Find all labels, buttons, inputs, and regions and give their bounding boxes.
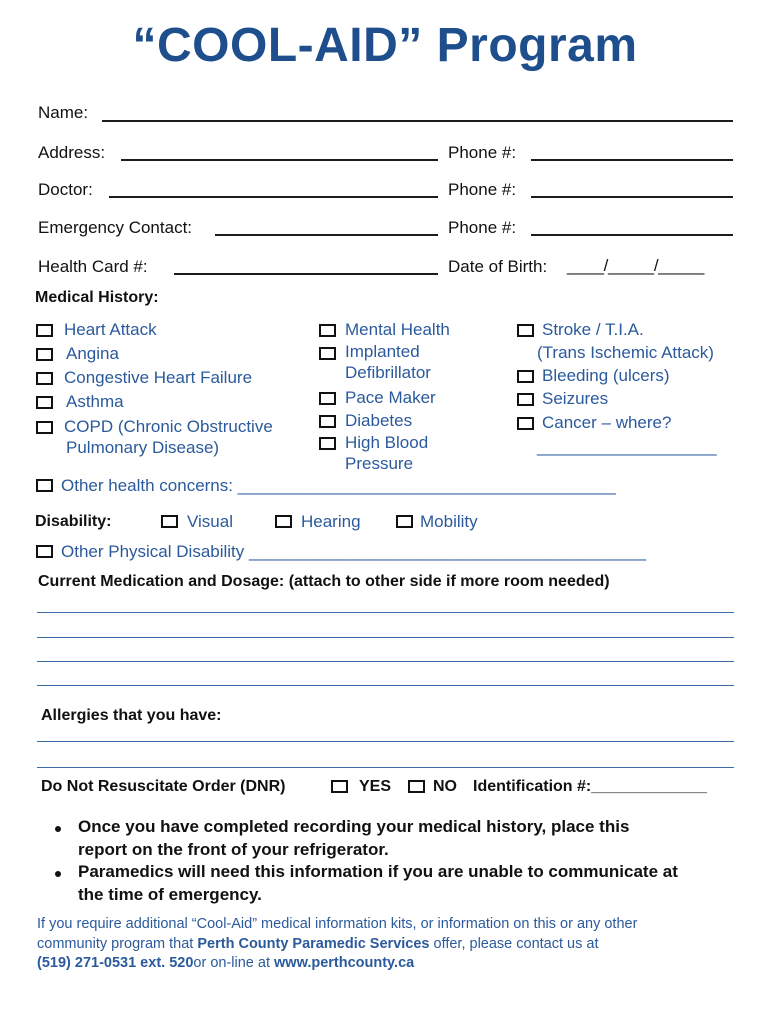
pace-maker-label: Pace Maker: [345, 388, 436, 407]
angina-label: Angina: [66, 344, 119, 363]
implanted-defibrillator-label: Implanted: [345, 342, 420, 361]
dnr-yes-label: YES: [359, 778, 392, 795]
other-health-concerns-label[interactable]: Other health concerns: ________________________________________: [61, 476, 616, 495]
mental-health-label: Mental Health: [345, 320, 450, 339]
diabetes-checkbox[interactable]: [319, 415, 336, 428]
name-label: Name:: [38, 103, 89, 122]
instruction-line: Once you have completed recording your medical history, place this: [78, 817, 630, 836]
dnr-yes-checkbox[interactable]: [331, 780, 348, 793]
high-blood-pressure-label: High Blood: [345, 433, 429, 452]
visual-label: Visual: [187, 512, 233, 531]
address-label: Address:: [38, 143, 106, 162]
instruction-item: [78, 816, 629, 861]
mobility-checkbox[interactable]: [396, 515, 413, 528]
page-title: “COOL-AID” Program: [132, 19, 638, 72]
cancer-label: Cancer – where?: [542, 413, 672, 432]
footer-line-1: If you require additional “Cool-Aid” medical information kits, or information on this or any other: [37, 916, 638, 932]
bleeding-checkbox[interactable]: [517, 370, 534, 383]
stroke-tia-label-line2: (Trans Ischemic Attack): [537, 343, 714, 362]
phone-field[interactable]: [531, 159, 733, 161]
address-field[interactable]: [121, 159, 438, 161]
website-link[interactable]: www.perthcounty.ca: [274, 955, 415, 971]
disability-heading: Disability:: [35, 513, 112, 530]
cancer-checkbox[interactable]: [517, 417, 534, 430]
implanted-defibrillator-label-line2: Defibrillator: [345, 363, 431, 382]
instruction-item: [78, 861, 678, 906]
other-physical-disability-label[interactable]: Other Physical Disability __________________________________________: [61, 542, 647, 561]
hearing-label: Hearing: [301, 512, 361, 531]
medication-line[interactable]: [37, 612, 734, 613]
phone-label: Phone #:: [448, 143, 517, 162]
stroke-tia-label: Stroke / T.I.A.: [542, 320, 644, 339]
implanted-defibrillator-checkbox[interactable]: [319, 347, 336, 360]
medication-line[interactable]: [37, 637, 734, 638]
stroke-tia-checkbox[interactable]: [517, 324, 534, 337]
footer-info: [37, 915, 637, 974]
chf-label: Congestive Heart Failure: [64, 368, 253, 387]
emergency-phone-field[interactable]: [531, 234, 733, 236]
high-blood-pressure-checkbox[interactable]: [319, 437, 336, 450]
other-health-concerns-checkbox[interactable]: [36, 479, 53, 492]
pace-maker-checkbox[interactable]: [319, 392, 336, 405]
name-field[interactable]: [102, 120, 733, 122]
instruction-line: report on the front of your refrigerator.: [78, 839, 389, 859]
footer-text: offer, please contact us at: [429, 935, 599, 952]
contact-phone: (519) 271-0531 ext. 520: [37, 955, 194, 971]
emergency-phone-label: Phone #:: [448, 218, 517, 237]
date-of-birth-label: Date of Birth:: [448, 257, 548, 276]
emergency-contact-label: Emergency Contact:: [38, 218, 193, 237]
medication-line[interactable]: [37, 685, 734, 686]
allergies-line[interactable]: [37, 767, 734, 768]
medication-heading: Current Medication and Dosage: (attach to other side if more room needed): [38, 573, 610, 590]
dnr-no-checkbox[interactable]: [408, 780, 425, 793]
cancer-where-field[interactable]: ___________________: [537, 437, 717, 456]
chf-checkbox[interactable]: [36, 372, 53, 385]
copd-label-line2: Pulmonary Disease): [66, 438, 220, 457]
asthma-label: Asthma: [66, 392, 124, 411]
date-of-birth-field[interactable]: ____/_____/_____: [567, 256, 705, 275]
dnr-no-label: NO: [433, 778, 457, 795]
doctor-field[interactable]: [109, 196, 438, 198]
footer-line-3: [37, 954, 637, 974]
seizures-label: Seizures: [542, 389, 609, 408]
copd-label: COPD (Chronic Obstructive: [64, 417, 273, 436]
instruction-line: the time of emergency.: [78, 884, 262, 904]
emergency-contact-field[interactable]: [215, 234, 438, 236]
other-physical-disability-checkbox[interactable]: [36, 545, 53, 558]
bleeding-label: Bleeding (ulcers): [542, 366, 670, 385]
health-card-label: Health Card #:: [38, 257, 148, 276]
mental-health-checkbox[interactable]: [319, 324, 336, 337]
allergies-heading: Allergies that you have:: [41, 707, 222, 724]
hearing-checkbox[interactable]: [275, 515, 292, 528]
seizures-checkbox[interactable]: [517, 393, 534, 406]
doctor-phone-label: Phone #:: [448, 180, 517, 199]
footer-text: community program that: [37, 935, 198, 952]
doctor-phone-field[interactable]: [531, 196, 733, 198]
bullet-dot: [55, 871, 61, 877]
visual-checkbox[interactable]: [161, 515, 178, 528]
diabetes-label: Diabetes: [345, 411, 413, 430]
high-blood-pressure-label-line2: Pressure: [345, 454, 414, 473]
asthma-checkbox[interactable]: [36, 396, 53, 409]
copd-checkbox[interactable]: [36, 421, 53, 434]
bullet-dot: [55, 826, 61, 832]
identification-field[interactable]: Identification #:_____________: [473, 778, 707, 795]
health-card-field[interactable]: [174, 273, 438, 275]
allergies-line[interactable]: [37, 741, 734, 742]
dnr-label: Do Not Resuscitate Order (DNR): [41, 778, 286, 795]
medical-history-heading: Medical History:: [35, 289, 159, 306]
medication-line[interactable]: [37, 661, 734, 662]
footer-line-2: [37, 935, 637, 955]
footer-text: or on-line at: [193, 955, 275, 971]
angina-checkbox[interactable]: [36, 348, 53, 361]
heart-attack-label: Heart Attack: [64, 320, 157, 339]
instruction-line: Paramedics will need this information if you are unable to communicate at: [78, 862, 678, 881]
organization-name: Perth County Paramedic Services: [197, 935, 430, 952]
doctor-label: Doctor:: [38, 180, 93, 199]
heart-attack-checkbox[interactable]: [36, 324, 53, 337]
mobility-label: Mobility: [420, 512, 478, 531]
